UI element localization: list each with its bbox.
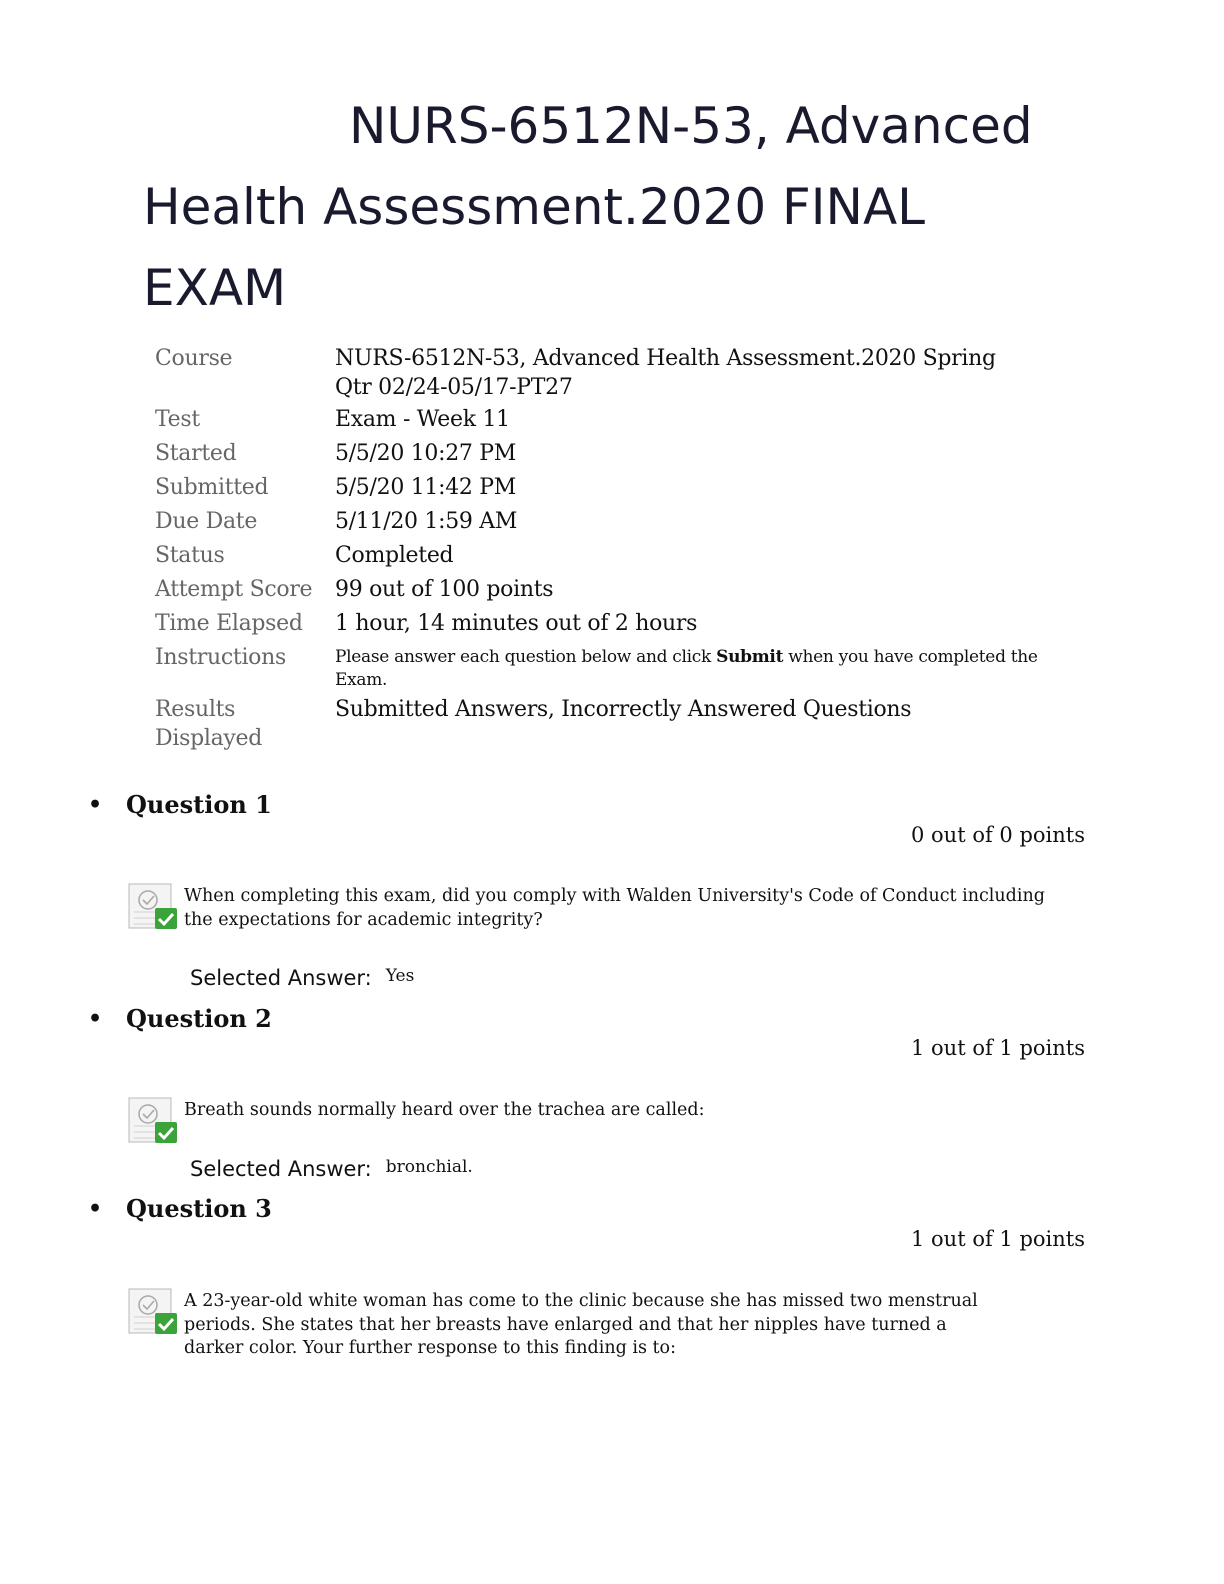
correct-checkmark-icon bbox=[128, 1096, 180, 1146]
due-date-label: Due Date bbox=[155, 509, 258, 534]
info-row-attempt-score bbox=[155, 575, 1065, 609]
exam-title-line-1: NURS-6512N-53, Advanced bbox=[349, 97, 1033, 155]
test-label: Test bbox=[155, 407, 200, 432]
submitted-value: 5/5/20 11:42 PM bbox=[335, 475, 517, 500]
info-row-test bbox=[155, 405, 1065, 439]
info-row-started bbox=[155, 439, 1065, 473]
test-value: Exam - Week 11 bbox=[335, 407, 510, 432]
due-date-value: 5/11/20 1:59 AM bbox=[335, 509, 518, 534]
bullet: • bbox=[88, 791, 103, 818]
bullet: • bbox=[88, 1005, 103, 1032]
info-row-results-displayed bbox=[155, 695, 1065, 755]
course-value: NURS-6512N-53, Advanced Health Assessment.2020 Spring Qtr 02/24-05/17-PT27 bbox=[335, 346, 996, 400]
results-displayed-label: Results Displayed bbox=[155, 697, 263, 751]
time-elapsed-label: Time Elapsed bbox=[155, 611, 303, 636]
attempt-info-table bbox=[155, 344, 1065, 755]
instructions-text-post: when you have completed the Exam. bbox=[335, 647, 1038, 690]
question-1-body bbox=[128, 885, 1048, 935]
exam-title-line-2: Health Assessment.2020 FINAL bbox=[143, 178, 926, 236]
bullet: • bbox=[88, 1195, 103, 1222]
instructions-submit-bold: Submit bbox=[716, 647, 784, 667]
started-label: Started bbox=[155, 441, 237, 466]
correct-checkmark-icon bbox=[128, 1287, 180, 1337]
course-label: Course bbox=[155, 346, 233, 371]
question-2-heading bbox=[88, 1004, 272, 1033]
submitted-label: Submitted bbox=[155, 475, 269, 500]
info-row-due-date bbox=[155, 507, 1065, 541]
selected-answer-value: bronchial. bbox=[385, 1157, 473, 1177]
status-value: Completed bbox=[335, 543, 454, 568]
question-2-body bbox=[128, 1099, 1048, 1149]
correct-checkmark-icon bbox=[128, 882, 180, 932]
exam-title bbox=[143, 86, 1143, 329]
attempt-score-value: 99 out of 100 points bbox=[335, 577, 554, 602]
question-3-text: A 23-year-old white woman has come to the clinic because she has missed two menstrual periods. She states that her breasts have enlarged and that her nipples have turned a darker color. Your further response to this finding is to: bbox=[184, 1291, 978, 1358]
selected-answer-label: Selected Answer: bbox=[190, 1157, 372, 1181]
status-label: Status bbox=[155, 543, 225, 568]
question-1-text: When completing this exam, did you comply with Walden University's Code of Conduct including the expectations for academic integrity? bbox=[184, 886, 1045, 930]
instructions-label: Instructions bbox=[155, 645, 286, 670]
question-1-points: 0 out of 0 points bbox=[911, 823, 1085, 847]
info-row-instructions bbox=[155, 643, 1065, 695]
exam-title-line-3: EXAM bbox=[143, 259, 287, 317]
info-row-course bbox=[155, 344, 1065, 405]
info-row-submitted bbox=[155, 473, 1065, 507]
started-value: 5/5/20 10:27 PM bbox=[335, 441, 517, 466]
info-row-status bbox=[155, 541, 1065, 575]
question-1-heading bbox=[88, 790, 272, 819]
selected-answer-value: Yes bbox=[385, 966, 415, 986]
question-3-points: 1 out of 1 points bbox=[911, 1227, 1085, 1251]
results-displayed-value: Submitted Answers, Incorrectly Answered Questions bbox=[335, 697, 912, 722]
question-2-points: 1 out of 1 points bbox=[911, 1036, 1085, 1060]
question-1-answer bbox=[190, 966, 414, 990]
selected-answer-label: Selected Answer: bbox=[190, 966, 372, 990]
question-1-title: Question 1 bbox=[126, 790, 272, 819]
question-3-body bbox=[128, 1290, 1048, 1361]
instructions-value bbox=[335, 643, 1065, 695]
question-2-title: Question 2 bbox=[126, 1004, 272, 1033]
question-3-heading bbox=[88, 1194, 272, 1223]
question-2-text: Breath sounds normally heard over the trachea are called: bbox=[184, 1100, 705, 1120]
attempt-score-label: Attempt Score bbox=[155, 577, 313, 602]
question-3-title: Question 3 bbox=[126, 1194, 272, 1223]
question-2-answer bbox=[190, 1157, 473, 1181]
time-elapsed-value: 1 hour, 14 minutes out of 2 hours bbox=[335, 611, 698, 636]
info-row-time-elapsed bbox=[155, 609, 1065, 643]
instructions-text-pre: Please answer each question below and click bbox=[335, 647, 717, 667]
